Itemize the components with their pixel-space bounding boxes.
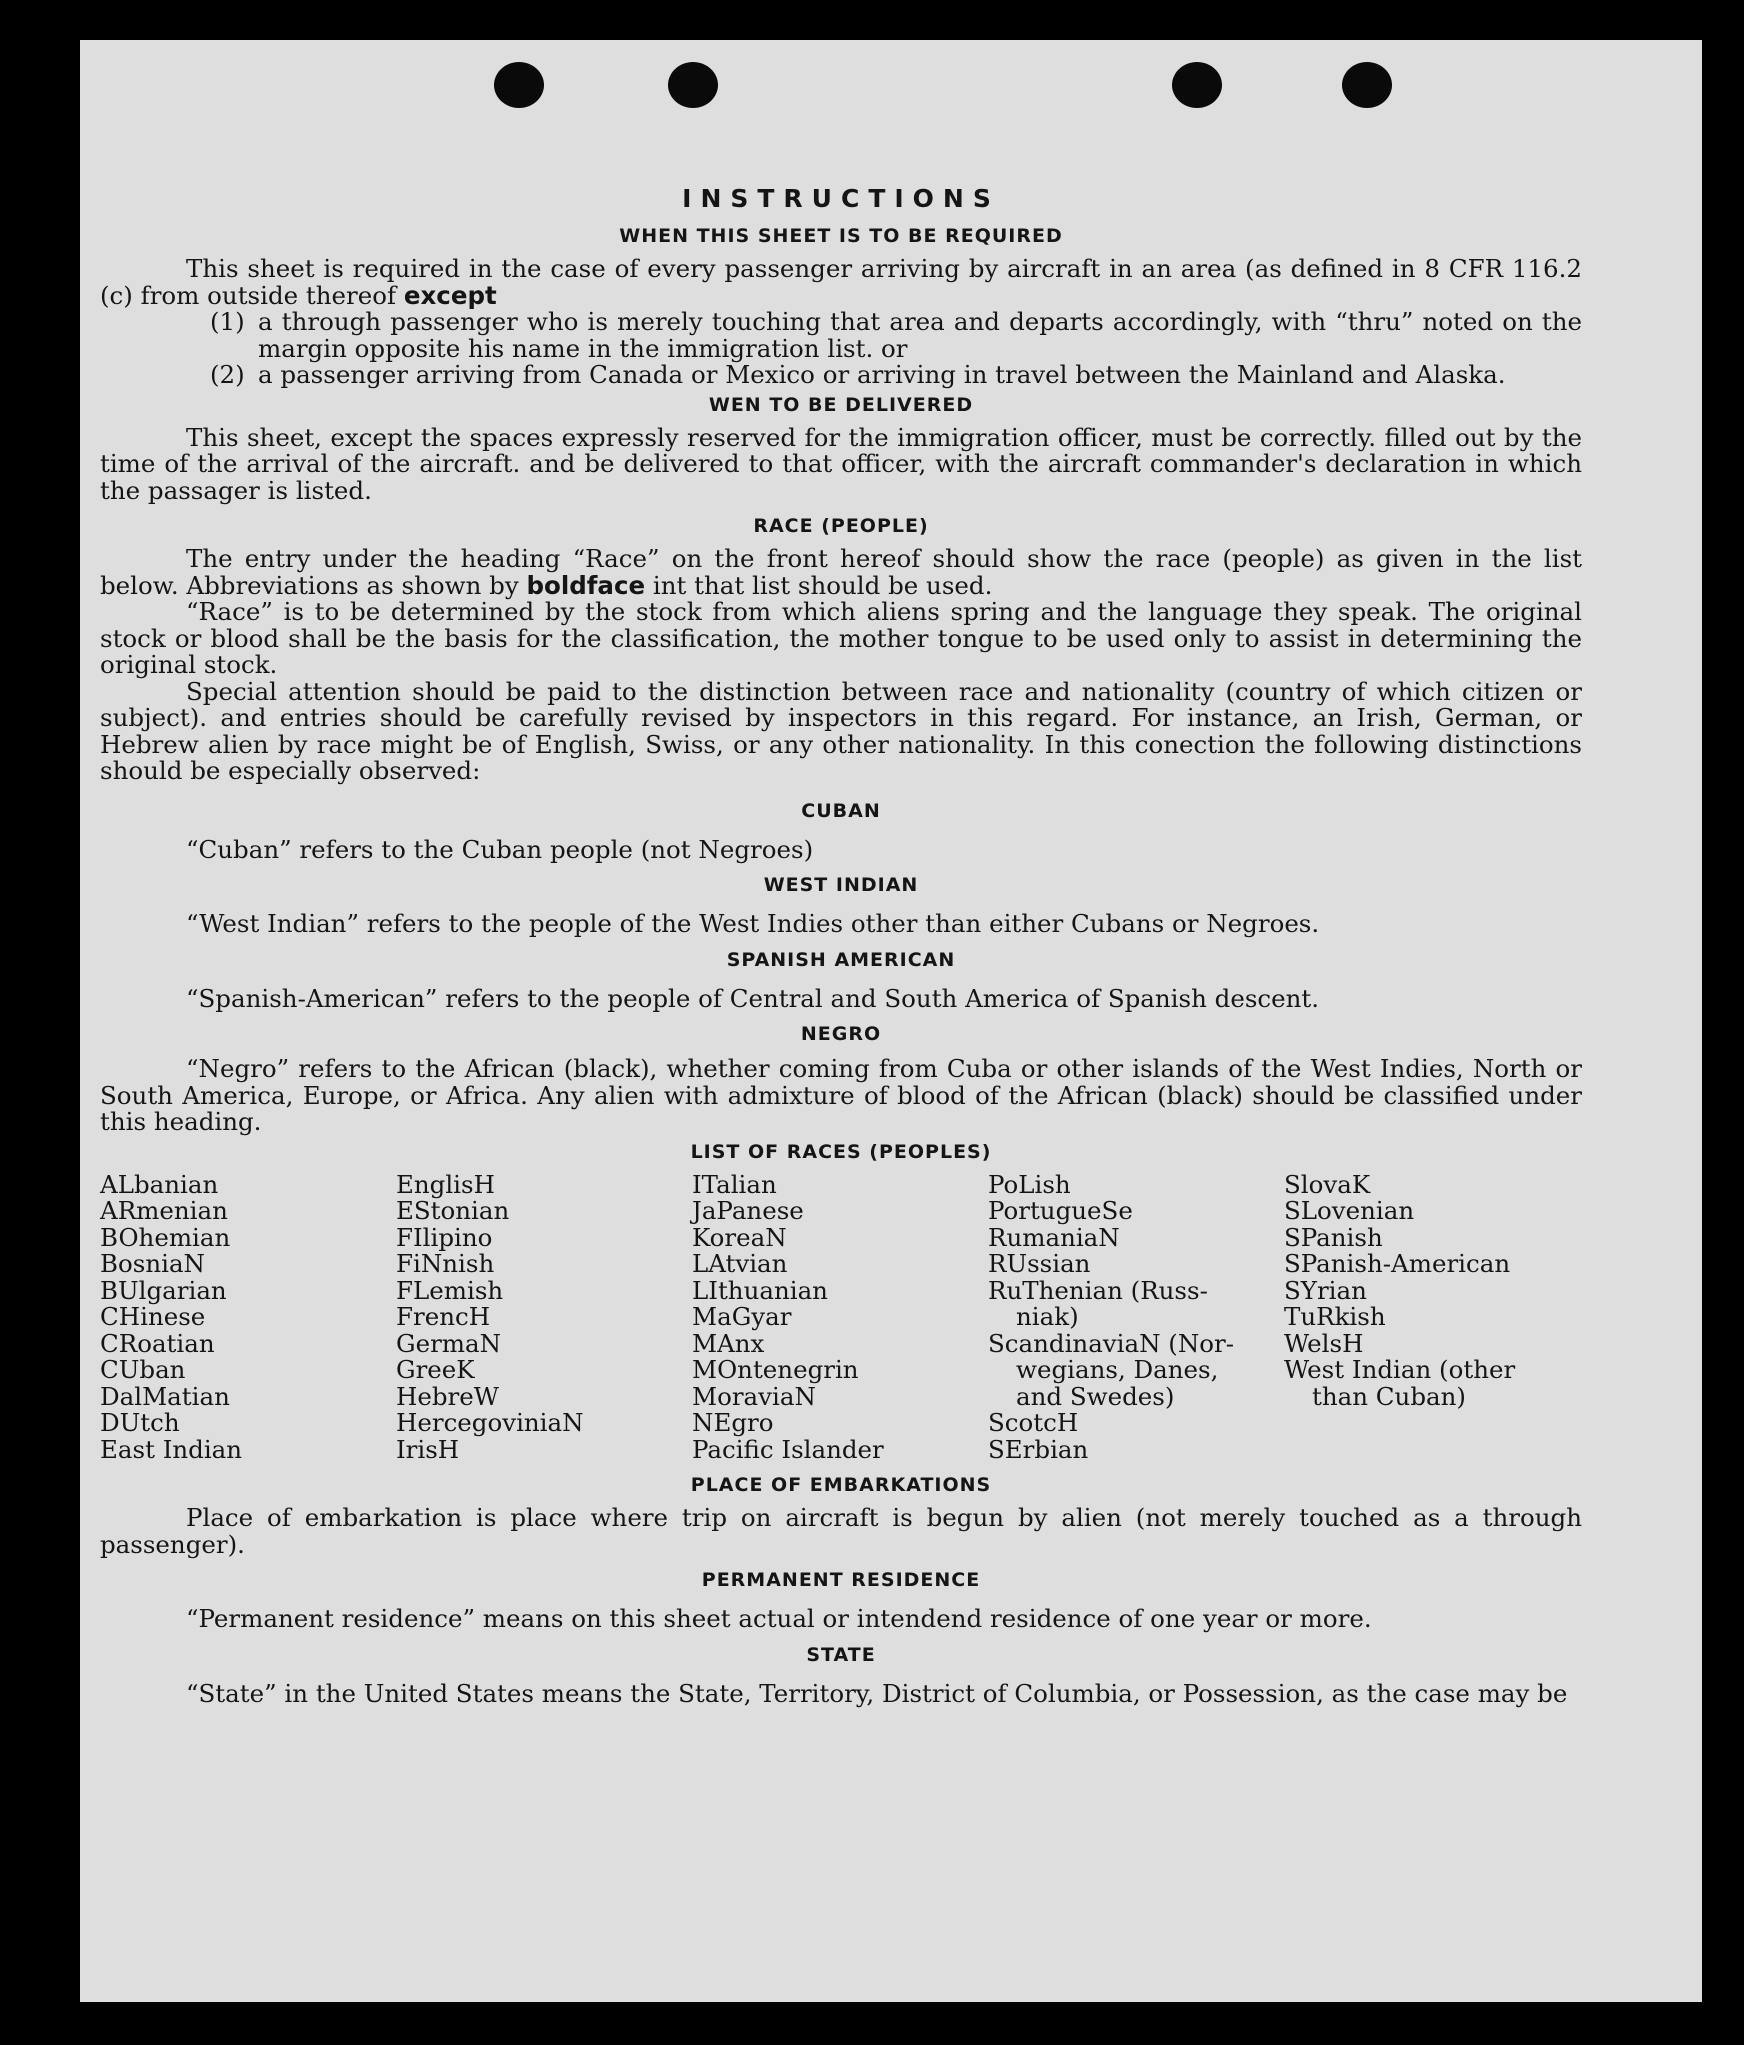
- race-entry: SYrian: [1284, 1275, 1367, 1305]
- race-entry: ScotcH: [988, 1408, 1079, 1437]
- race-entry: RuThenian (Russ-: [988, 1275, 1208, 1305]
- heading-negro: NEGRO: [800, 1023, 882, 1045]
- race-entry: MaGyar: [692, 1302, 792, 1331]
- delivered-text: This sheet, except the spaces expressly reserved for the immigration officer, must be correctly. filled out by the time of the arrival of the aircraft. and be delivered to that officer, with the aircraft commander's declaration in which the passager is listed.: [100, 422, 1582, 505]
- heading-cuban: CUBAN: [801, 799, 881, 822]
- document-page: [80, 40, 1702, 2002]
- race-entry: SPanish-American: [1284, 1249, 1511, 1278]
- race-entry: Pacific Islander: [692, 1434, 884, 1464]
- race-entry: CRoatian: [100, 1328, 215, 1358]
- race-entry: MoraviaN: [692, 1381, 816, 1411]
- races-column: [692, 1169, 988, 1464]
- race-entry: FiNnish: [396, 1249, 495, 1278]
- race-entry: WelsH: [1284, 1328, 1364, 1358]
- required-intro: This sheet is required in the case of every passenger arriving by aircraft in an area (as defined in 8 CFR 116.2 (c) from outside thereof except: [100, 254, 1582, 310]
- race-entry: IrisH: [396, 1434, 460, 1464]
- negro-text: “Negro” refers to the African (black), whether coming from Cuba or other islands of the West Indies, North or South America, Europe, or Africa. Any alien with admixture of blood of the African (black) should be classified under this heading.: [100, 1054, 1582, 1136]
- heading-delivered: WEN TO BE DELIVERED: [708, 393, 974, 416]
- race-entry: than Cuban): [1312, 1381, 1466, 1411]
- race-entry: RUssian: [988, 1249, 1091, 1278]
- race-entry: EnglisH: [396, 1169, 495, 1199]
- race-entry: NEgro: [692, 1408, 774, 1437]
- punch-hole: [1172, 62, 1222, 108]
- race-entry: BUlgarian: [100, 1275, 227, 1305]
- race-entry: West Indian (other: [1284, 1355, 1516, 1384]
- heading-list-of-races: LIST OF RACES (PEOPLES): [690, 1140, 992, 1163]
- heading-west-indian: WEST INDIAN: [763, 874, 919, 896]
- race-entry: HebreW: [396, 1381, 499, 1411]
- race-entry: MAnx: [692, 1328, 765, 1358]
- race-paragraph-3: Special attention should be paid to the distinction between race and nationality (country of which citizen or subject). and entries should be carefully revised by inspectors in this regard. For instance, an Irish, German, or Hebrew alien by race might be of English, Swiss, or any other nationality. In this conection the following distinctions should be especially observed:: [100, 676, 1582, 785]
- race-entry: CUban: [100, 1355, 186, 1384]
- race-entry: wegians, Danes,: [1016, 1355, 1219, 1384]
- page-title: INSTRUCTIONS: [682, 184, 1000, 213]
- race-entry: DalMatian: [100, 1381, 230, 1411]
- race-entry: LAtvian: [692, 1249, 788, 1278]
- race-entry: East Indian: [100, 1434, 243, 1464]
- heading-required: WHEN THIS SHEET IS TO BE REQUIRED: [619, 225, 1063, 247]
- races-column: [1284, 1169, 1580, 1464]
- races-column: [988, 1169, 1284, 1464]
- heading-permanent-residence: PERMANENT RESIDENCE: [701, 1569, 981, 1591]
- races-column: [396, 1169, 692, 1464]
- race-entry: RumaniaN: [988, 1222, 1120, 1252]
- race-paragraph-2: “Race” is to be determined by the stock from which aliens spring and the language they speak. The original stock or blood shall be the basis for the classification, the mother tongue to be used only to assist in determining the original stock.: [100, 597, 1582, 679]
- race-entry: PortugueSe: [988, 1196, 1133, 1225]
- west-indian-text: “West Indian” refers to the people of the West Indies other than either Cubans or Negroes.: [186, 909, 1320, 938]
- state-text: “State” in the United States means the State, Territory, District of Columbia, or Possession, as the case may be: [186, 1678, 1568, 1708]
- race-entry: niak): [1016, 1302, 1079, 1331]
- heading-spanish-american: SPANISH AMERICAN: [726, 948, 956, 971]
- residence-text: “Permanent residence” means on this sheet actual or intendend residence of one year or more.: [186, 1604, 1372, 1633]
- race-entry: ITalian: [692, 1169, 777, 1199]
- punch-hole: [494, 62, 544, 108]
- embarkation-text: Place of embarkation is place where trip on aircraft is begun by alien (not merely touched as a through passenger).: [100, 1503, 1582, 1559]
- race-entry: CHinese: [100, 1302, 206, 1331]
- list-item: (2) a passenger arriving from Canada or Mexico or arriving in travel between the Mainland and Alaska.: [210, 360, 1506, 389]
- document-body: [100, 184, 1582, 1707]
- punch-hole: [1342, 62, 1392, 108]
- race-entry: BosniaN: [100, 1249, 205, 1278]
- race-entry: SPanish: [1284, 1222, 1383, 1252]
- race-entry: LIthuanian: [692, 1275, 828, 1305]
- cuban-text: “Cuban” refers to the Cuban people (not Negroes): [186, 834, 814, 864]
- race-entry: KoreaN: [692, 1222, 787, 1252]
- races-column: [100, 1169, 396, 1464]
- race-paragraph-1: The entry under the heading “Race” on the front hereof should show the race (people) as given in the list below. Abbreviations as shown by boldface int that list should be used.: [100, 544, 1582, 600]
- race-entry: PoLish: [988, 1169, 1071, 1199]
- heading-race: RACE (PEOPLE): [753, 515, 929, 537]
- race-entry: GreeK: [396, 1355, 475, 1384]
- race-entry: GermaN: [396, 1328, 502, 1358]
- race-entry: FrencH: [396, 1302, 491, 1331]
- race-entry: JaPanese: [692, 1196, 804, 1225]
- race-entry: and Swedes): [1016, 1381, 1175, 1411]
- spanish-american-text: “Spanish-American” refers to the people of Central and South America of Spanish descent.: [186, 983, 1320, 1013]
- race-entry: MOntenegrin: [692, 1355, 859, 1384]
- race-entry: SLovenian: [1284, 1196, 1415, 1225]
- punch-hole: [668, 62, 718, 108]
- race-entry: ARmenian: [100, 1196, 228, 1225]
- race-entry: SlovaK: [1284, 1169, 1371, 1199]
- list-item: (1) a through passenger who is merely touching that area and departs accordingly, with “thru” noted on the margin opposite his name in the immigration list. or: [210, 307, 1582, 363]
- race-entry: DUtch: [100, 1408, 180, 1437]
- heading-state: STATE: [806, 1643, 876, 1666]
- heading-embarkation: PLACE OF EMBARKATIONS: [690, 1474, 992, 1496]
- race-entry: HercegoviniaN: [396, 1408, 584, 1437]
- race-entry: FIlipino: [396, 1222, 493, 1252]
- races-list: [100, 1169, 1582, 1464]
- race-entry: FLemish: [396, 1275, 504, 1305]
- race-entry: SErbian: [988, 1434, 1089, 1464]
- race-entry: TuRkish: [1284, 1302, 1386, 1331]
- race-entry: BOhemian: [100, 1222, 231, 1252]
- race-entry: ALbanian: [100, 1169, 219, 1199]
- race-entry: EStonian: [396, 1196, 510, 1225]
- race-entry: ScandinaviaN (Nor-: [988, 1328, 1235, 1358]
